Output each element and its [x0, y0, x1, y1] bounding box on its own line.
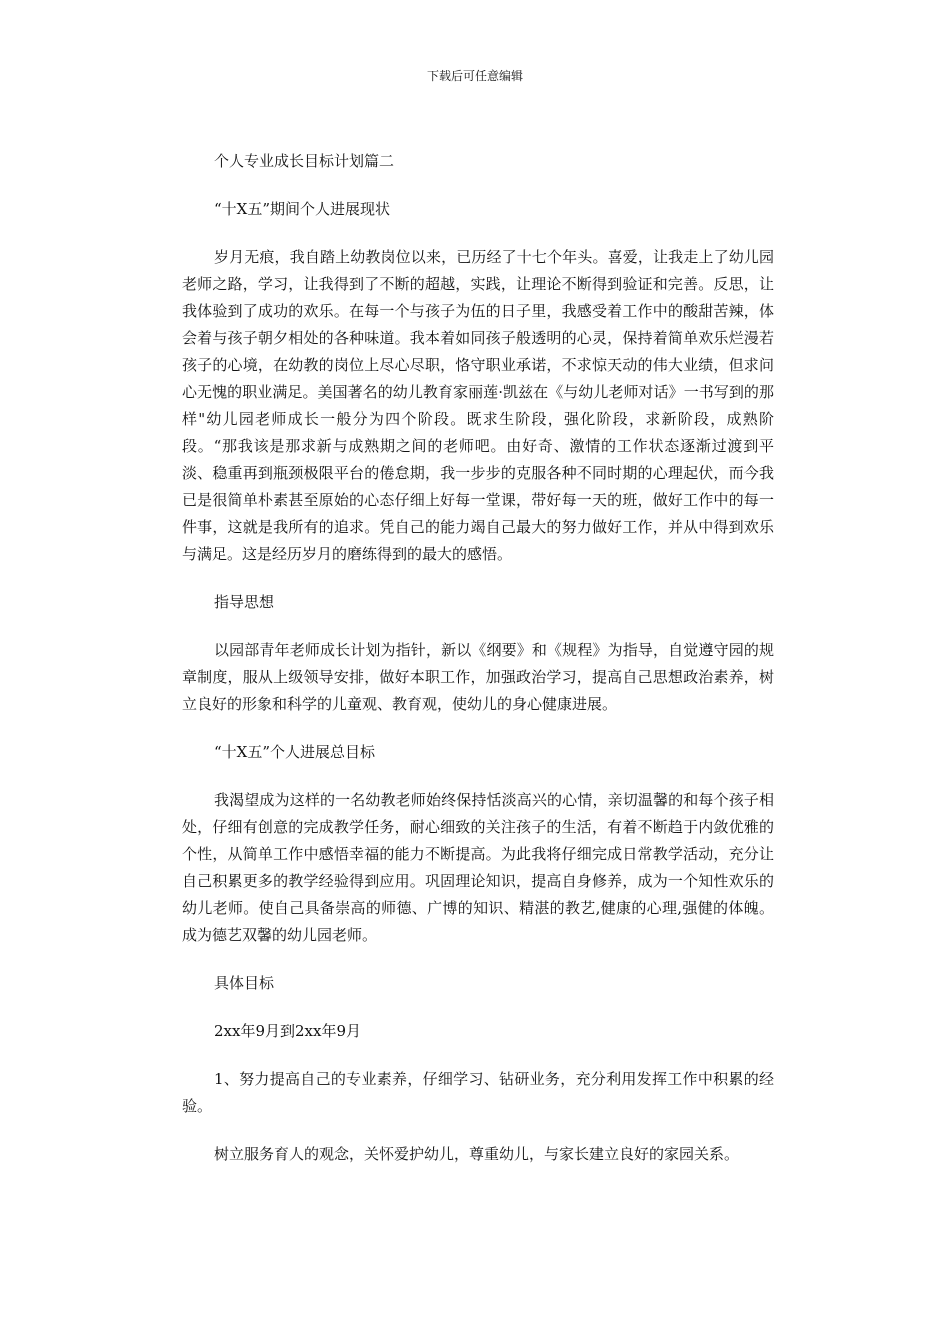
paragraph-status: 岁月无痕，我自踏上幼教岗位以来，已历经了十七个年头。喜爱，让我走上了幼儿园老师之路，学习，让我得到了不断的超越，实践，让理论不断得到验证和完善。反思，让我体验到了成功的欢乐。在每一个与孩子为伍的日子里，我感受着工作中的酸甜苦辣，体会着与孩子朝夕相处的各种味道。我本着如同孩子般透明的心灵，保持着简单欢乐烂漫若孩子的心境，在幼教的岗位上尽心尽职，恪守职业承诺，不求惊天动的伟大业绩，但求问心无愧的职业满足。美国著名的幼儿教育家丽莲·凯兹在《与幼儿老师对话》一书写到的那样"幼儿园老师成长一般分为四个阶段。既求生阶段，强化阶段，求新阶段，成熟阶段。“那我该是那求新与成熟期之间的老师吧。由好奇、激情的工作状态逐渐过渡到平淡、稳重再到瓶颈极限平台的倦怠期，我一步步的克服各种不同时期的心理起伏，而今我已是很简单朴素甚至原始的心态仔细上好每一堂课，带好每一天的班，做好工作中的每一件事，这就是我所有的追求。凭自己的能力竭自己最大的努力做好工作，并从中得到欢乐与满足。这是经历岁月的磨练得到的最大的感悟。: [182, 248, 774, 563]
paragraph-overall-goal: 我渴望成为这样的一名幼教老师始终保持恬淡高兴的心情，亲切温馨的和每个孩子相处，仔细有创意的完成教学任务，耐心细致的关注孩子的生活，有着不断趋于内敛优雅的个性，从简单工作中感悟幸福的能力不断提高。为此我将仔细完成日常教学活动，充分让自己积累更多的教学经验得到应用。巩固理论知识，提高自身修养，成为一个知性欢乐的幼儿老师。使自己具备崇高的师德、广博的知识、精湛的教艺,健康的心理,强健的体魄。成为德艺双馨的幼儿园老师。: [182, 791, 774, 944]
section-title: 个人专业成长目标计划篇二: [214, 152, 395, 170]
document-body: [182, 148, 774, 1168]
heading-guiding-ideology: 指导思想: [214, 593, 275, 611]
paragraph-guiding-ideology: 以园部青年老师成长计划为指针，新以《纲要》和《规程》为指导，自觉遵守园的规章制度，服从上级领导安排，做好本职工作，加强政治学习，提高自己思想政治素养，树立良好的形象和科学的儿童观、教育观，使幼儿的身心健康进展。: [182, 641, 774, 713]
page-header: 下载后可任意编辑: [426, 69, 523, 83]
heading-status: “十X五”期间个人进展现状: [214, 200, 391, 218]
goal-item-1: 1、努力提高自己的专业素养，仔细学习、钻研业务，充分利用发挥工作中积累的经验。: [182, 1070, 774, 1115]
date-range: 2xx年9月到2xx年9月: [214, 1022, 362, 1040]
heading-overall-goal: “十X五”个人进展总目标: [214, 743, 376, 761]
heading-specific-goals: 具体目标: [214, 974, 275, 992]
paragraph-service: 树立服务育人的观念，关怀爱护幼儿，尊重幼儿，与家长建立良好的家园关系。: [214, 1145, 740, 1163]
